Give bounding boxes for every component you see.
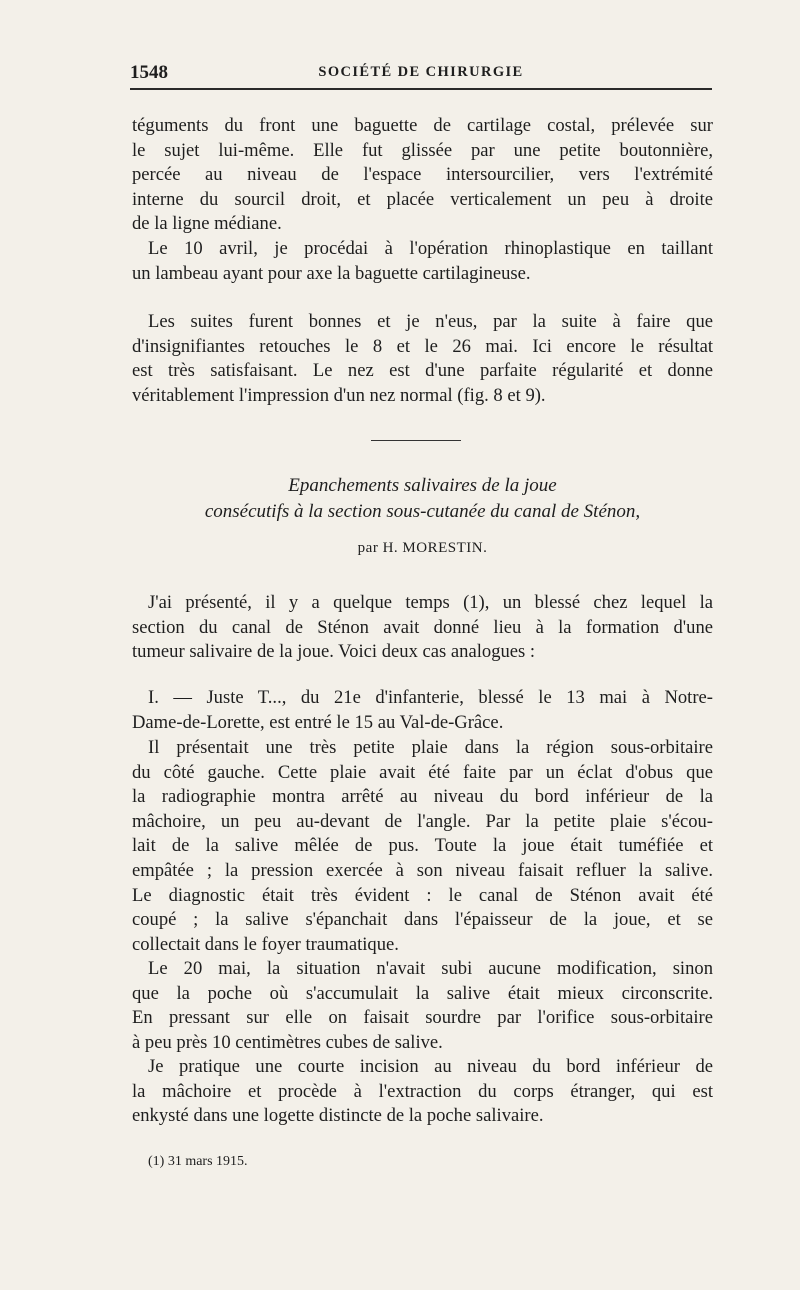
text-line: la radiographie montra arrêté au niveau du bord inférieur de la <box>132 786 713 808</box>
paragraph-8 <box>132 1055 713 1129</box>
text-line: collectait dans le foyer traumatique. <box>132 933 399 955</box>
text-line: interne du sourcil droit, et placée verticalement un peu à droite <box>132 188 713 210</box>
text-line: En pressant sur elle on faisait sourdre par l'orifice sous-orbitaire <box>132 1007 713 1029</box>
text-line: du côté gauche. Cette plaie avait été faite par un éclat d'obus que <box>132 761 713 783</box>
footnote: (1) 31 mars 1915. <box>148 1154 248 1169</box>
paragraph-5 <box>132 686 713 735</box>
section-divider <box>371 440 461 441</box>
section-title-line-2: consécutifs à la section sous-cutanée du canal de Sténon, <box>204 501 641 522</box>
page-header <box>130 58 712 90</box>
text-line: tumeur salivaire de la joue. Voici deux cas analogues : <box>132 641 536 663</box>
text-line: le sujet lui-même. Elle fut glissée par une petite boutonnière, <box>132 139 713 161</box>
section-title-line-1: Epanchements salivaires de la joue <box>288 475 557 496</box>
paragraph-3 <box>132 310 713 408</box>
text-line: coupé ; la salive s'épanchait dans l'épaisseur de la joue, et se <box>132 909 713 931</box>
text-line: mâchoire, un peu au-devant de l'angle. Par la petite plaie s'écou- <box>132 810 713 832</box>
text-line: véritablement l'impression d'un nez normal (fig. 8 et 9). <box>132 384 546 406</box>
paragraph-6 <box>132 736 713 957</box>
text-line: Le diagnostic était très évident : le canal de Sténon avait été <box>132 884 713 906</box>
text-line: lait de la salive mêlée de pus. Toute la joue était tuméfiée et <box>132 835 713 857</box>
text-line: percée au niveau de l'espace intersourcilier, vers l'extrémité <box>132 164 713 186</box>
text-line: Le 10 avril, je procédai à l'opération rhinoplastique en taillant <box>148 238 713 259</box>
paragraph-7 <box>132 957 713 1055</box>
text-line: la mâchoire et procède à l'extraction du corps étranger, qui est <box>132 1080 713 1102</box>
author-byline: par H. MORESTIN. <box>357 540 488 556</box>
text-line: section du canal de Sténon avait donné lieu à la formation d'une <box>132 616 713 638</box>
text-line: J'ai présenté, il y a quelque temps (1), un blessé chez lequel la <box>148 592 713 613</box>
text-line: à peu près 10 centimètres cubes de salive. <box>132 1031 443 1053</box>
text-line: Dame-de-Lorette, est entré le 15 au Val-de-Grâce. <box>132 711 504 733</box>
text-line: téguments du front une baguette de cartilage costal, prélevée sur <box>132 115 713 136</box>
paragraph-4 <box>132 591 713 665</box>
text-line: I. — Juste T..., du 21e d'infanterie, blessé le 13 mai à Notre- <box>148 687 713 708</box>
text-line: enkysté dans une logette distincte de la poche salivaire. <box>132 1105 544 1127</box>
text-line: un lambeau ayant pour axe la baguette cartilagineuse. <box>132 262 531 284</box>
text-line: Le 20 mai, la situation n'avait subi aucune modification, sinon <box>148 958 713 979</box>
page-number: 1548 <box>130 62 168 83</box>
text-line: empâtée ; la pression exercée à son niveau faisait refluer la salive. <box>132 859 713 881</box>
text-line: Il présentait une très petite plaie dans la région sous-orbitaire <box>148 737 713 758</box>
text-line: est très satisfaisant. Le nez est d'une parfaite régularité et donne <box>132 360 713 382</box>
text-line: d'insignifiantes retouches le 8 et le 26 mai. Ici encore le résultat <box>132 335 713 357</box>
paragraph-2 <box>132 237 713 286</box>
text-line: Les suites furent bonnes et je n'eus, par la suite à faire que <box>148 311 713 332</box>
text-line: Je pratique une courte incision au niveau du bord inférieur de <box>148 1056 713 1077</box>
paragraph-1 <box>132 114 713 237</box>
running-title: SOCIÉTÉ DE CHIRURGIE <box>318 64 524 80</box>
text-line: de la ligne médiane. <box>132 213 282 235</box>
text-line: que la poche où s'accumulait la salive était mieux circonscrite. <box>132 982 713 1004</box>
